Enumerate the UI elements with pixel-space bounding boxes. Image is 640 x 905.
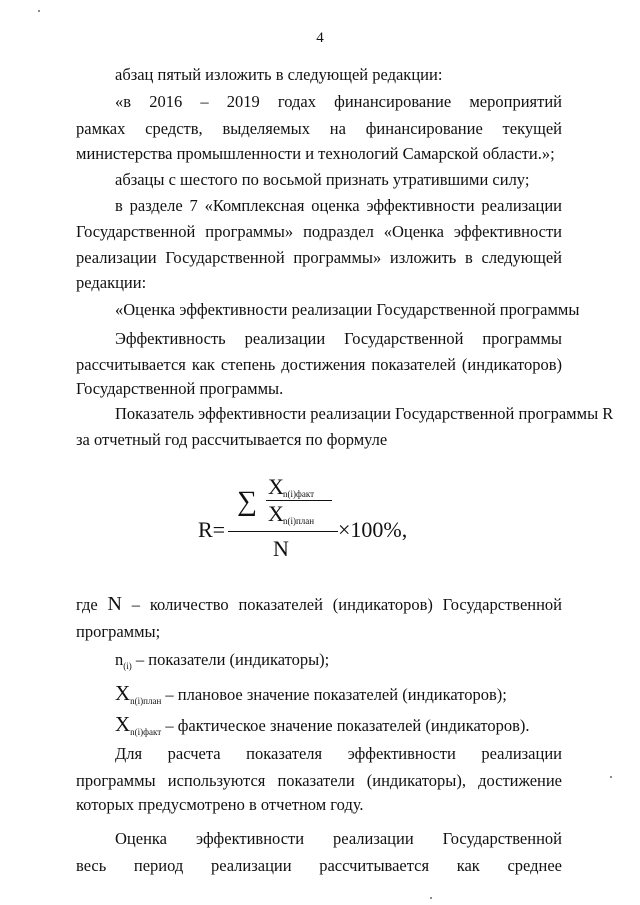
formula-numerator-x: X <box>268 474 284 499</box>
formula-denominator-n: N <box>273 536 289 561</box>
paragraph-line: за отчетный год рассчитывается по формуле <box>76 430 388 449</box>
scan-speck <box>430 897 432 899</box>
paragraph-line: Оценка эффективности реализации Государственной <box>115 829 562 848</box>
formula-lhs: R= <box>198 517 226 542</box>
paragraph-line: Показатель эффективности реализации Государственной программы R <box>115 404 614 423</box>
definition-xfact: $X_{n(i)факт}$ – фактическое значение показателей (индикаторов). <box>115 712 530 737</box>
paragraph-line: программы используются показатели (индикаторы), достижение <box>76 771 562 790</box>
paragraph-line: «в 2016 – 2019 годах финансирование мероприятий <box>115 92 562 111</box>
paragraph-line: которых предусмотрено в отчетном году. <box>76 795 364 814</box>
formula-main-fraction-line <box>228 531 338 532</box>
scan-speck <box>610 776 612 778</box>
formula-sum-sign: ∑ <box>237 486 257 517</box>
paragraph-line: реализации Государственной программы» изложить в следующей <box>76 248 562 267</box>
paragraph-line: Государственной программы» подраздел «Оценка эффективности <box>76 222 562 241</box>
page-number: 4 <box>316 30 324 46</box>
paragraph-line: программы; <box>76 622 161 641</box>
formula-denominator-x: X <box>268 501 284 526</box>
paragraph-line: абзацы с шестого по восьмой признать утратившими силу; <box>115 170 530 189</box>
formula-denominator-sub: n(i)план <box>283 516 315 526</box>
paragraph-line: Эффективность реализации Государственной программы <box>115 329 562 348</box>
paragraph-line: Государственной программы. <box>76 379 284 398</box>
definition-ni: $n_{(i)}$ – показатели (индикаторы); <box>115 650 330 671</box>
paragraph-line: Для расчета показателя эффективности реализации <box>115 744 562 763</box>
paragraph-line: рамках средств, выделяемых на финансирование текущей <box>76 119 562 138</box>
scan-speck <box>38 10 40 12</box>
paragraph-line: абзац пятый изложить в следующей редакции: <box>115 65 443 84</box>
formula-rhs: ×100%, <box>338 517 408 542</box>
section-heading: «Оценка эффективности реализации Государственной программы <box>115 300 580 319</box>
paragraph-line: рассчитывается как степень достижения показателей (индикаторов) <box>76 355 562 374</box>
definition-n: где N – количество показателей (индикаторов) Государственной <box>76 594 562 614</box>
paragraph-line: министерства промышленности и технологий Самарской области.»; <box>76 144 555 163</box>
formula-numerator-sub: n(i)факт <box>283 489 315 499</box>
paragraph-line: в разделе 7 «Комплексная оценка эффективности реализации <box>115 196 562 215</box>
paragraph-line: редакции: <box>76 273 147 292</box>
definition-xplan: $X_{n(i)план}$ – плановое значение показателей (индикаторов); <box>115 681 507 706</box>
paragraph-line: весь период реализации рассчитывается как среднее <box>76 856 562 875</box>
